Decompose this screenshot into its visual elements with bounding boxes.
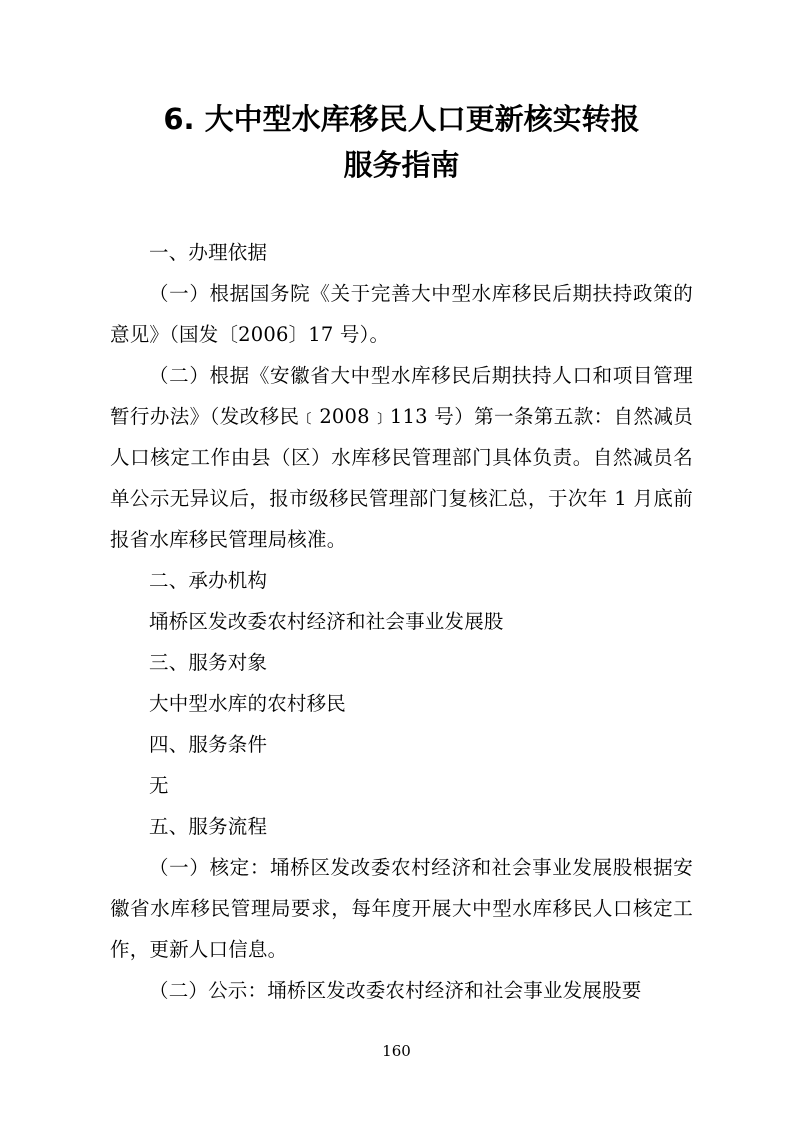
page-title: [110, 96, 693, 188]
document-body: [110, 232, 693, 1011]
paragraph-basis-2: （二）根据《安徽省大中型水库移民后期扶持人口和项目管理暂行办法》（发改移民﹝2008﹞113 号）第一条第五款：自然减员人口核定工作由县（区）水库移民管理部门具体负责。自然减员名单公示无异议后，报市级移民管理部门复核汇总，于次年 1 月底前报省水库移民管理局核准。: [110, 364, 693, 551]
paragraph-heading-organization: 二、承办机构: [149, 569, 268, 592]
paragraph-basis-1: （一）根据国务院《关于完善大中型水库移民后期扶持政策的意见》（国发〔2006〕17 号）。: [110, 282, 693, 346]
paragraph-organization-value: 埇桥区发改委农村经济和社会事业发展股: [149, 610, 504, 633]
paragraph-audience-value: 大中型水库的农村移民: [149, 692, 347, 715]
paragraph-heading-conditions: 四、服务条件: [149, 733, 268, 756]
paragraph-process-1: （一）核定：埇桥区发改委农村经济和社会事业发展股根据安徽省水库移民管理局要求，每年度开展大中型水库移民人口核定工作，更新人口信息。: [110, 856, 693, 961]
page-title-line-2: 服务指南: [343, 148, 460, 182]
paragraph-conditions-value: 无: [149, 774, 169, 797]
paragraph-process-2: （二）公示：埇桥区发改委农村经济和社会事业发展股要: [149, 979, 642, 1002]
paragraph-heading-basis: 一、办理依据: [149, 241, 268, 264]
page-title-line-1: 6. 大中型水库移民人口更新核实转报: [163, 102, 640, 136]
paragraph-heading-process: 五、服务流程: [149, 815, 268, 838]
paragraph-heading-audience: 三、服务对象: [149, 651, 268, 674]
page-number: 160: [382, 1042, 411, 1060]
